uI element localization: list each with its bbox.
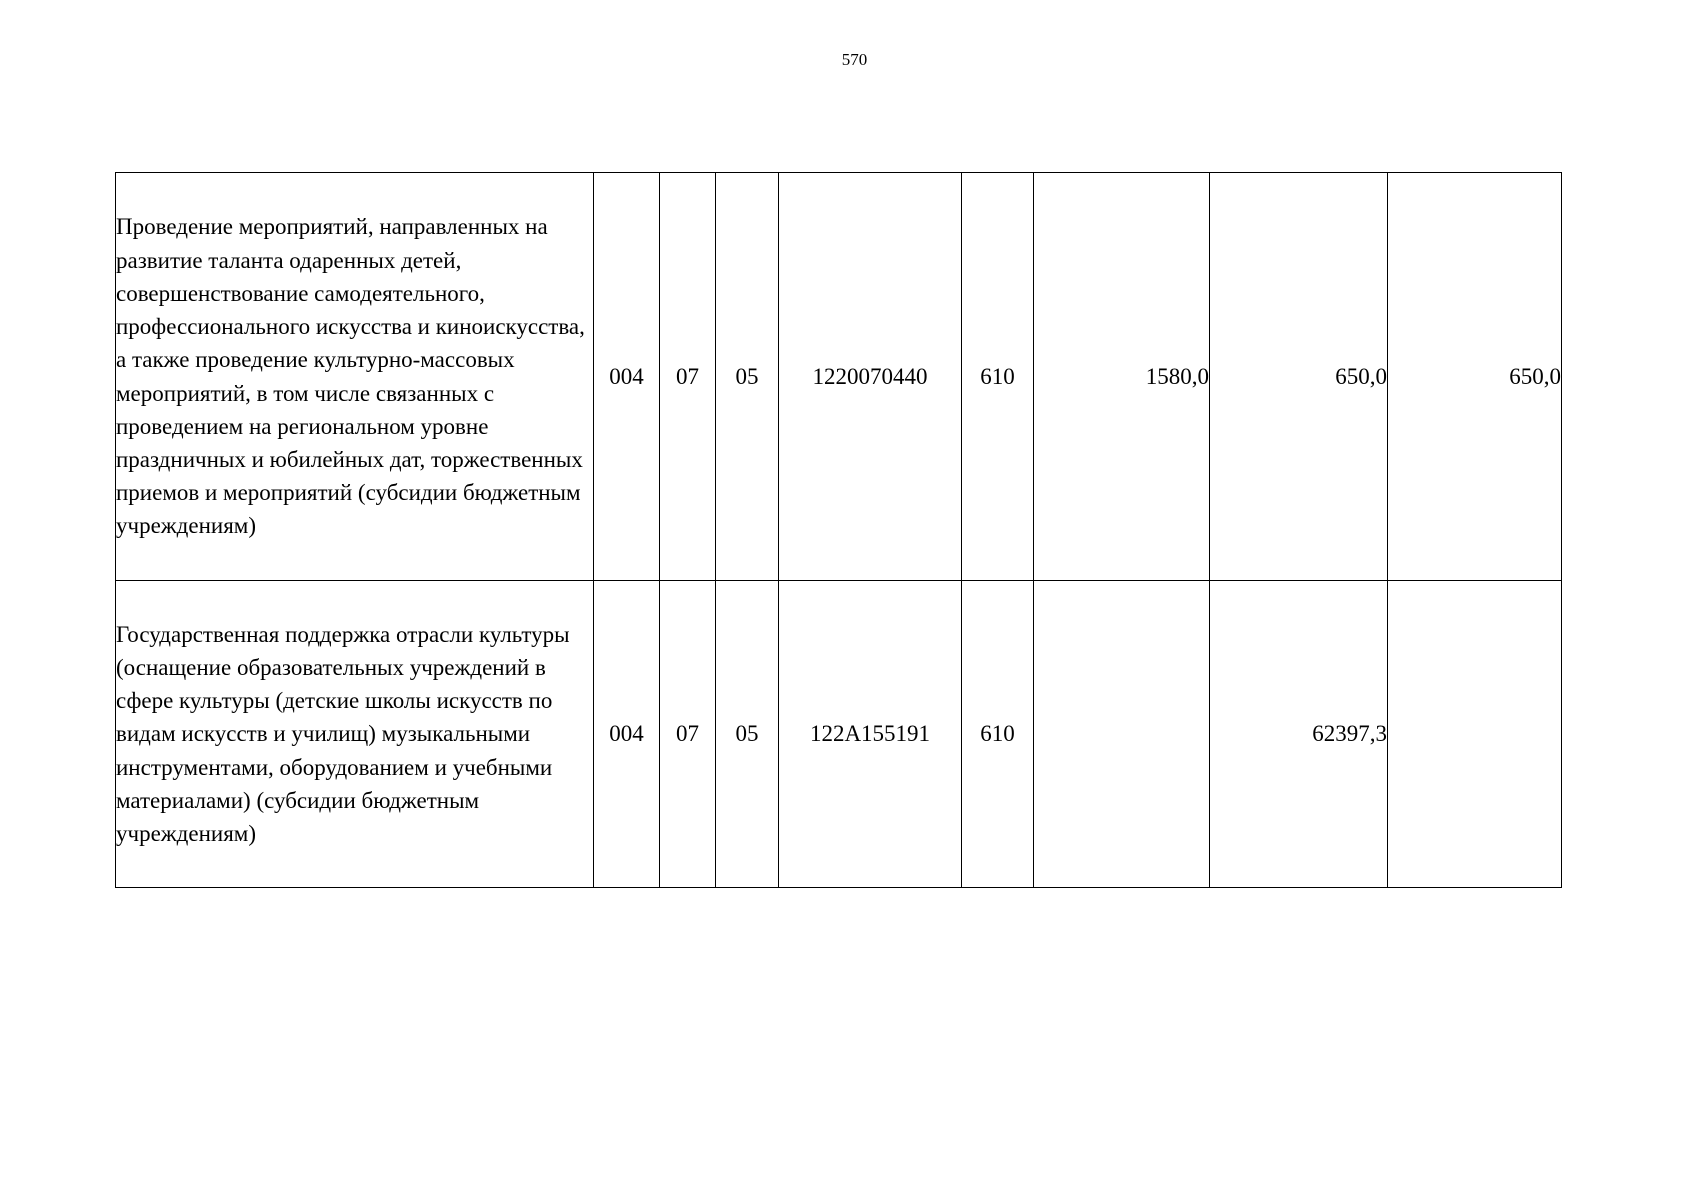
amount-3-cell: [1388, 581, 1562, 888]
amount-2-cell: 62397,3: [1210, 581, 1388, 888]
table-row: [116, 173, 1562, 581]
subsection-code-cell: 05: [716, 581, 779, 888]
target-article-cell: 1220070440: [779, 173, 962, 581]
page-number: 570: [841, 50, 868, 69]
expense-type-cell: 610: [962, 581, 1034, 888]
amount-1-cell: 1580,0: [1034, 173, 1210, 581]
amount-1-cell: [1034, 581, 1210, 888]
target-article-cell: 122A155191: [779, 581, 962, 888]
subsection-code-cell: 05: [716, 173, 779, 581]
ministry-code-cell: 004: [594, 581, 660, 888]
row-description: Государственная поддержка отрасли культуры (оснащение образовательных учреждений в сфере культуры (детские школы искусств по видам искусств и училищ) музыкальными инструментами, оборудованием и учебными материалами) (субсидии бюджетным учреждениям): [116, 581, 594, 888]
table-row: [116, 581, 1562, 888]
amount-3-cell: 650,0: [1388, 173, 1562, 581]
section-code-cell: 07: [660, 581, 716, 888]
ministry-code-cell: 004: [594, 173, 660, 581]
amount-2-cell: 650,0: [1210, 173, 1388, 581]
budget-table: [115, 172, 1562, 888]
expense-type-cell: 610: [962, 173, 1034, 581]
section-code-cell: 07: [660, 173, 716, 581]
row-description: Проведение мероприятий, направленных на развитие таланта одаренных детей, совершенствование самодеятельного, профессионального искусства и киноискусства, а также проведение культурно-массовых мероприятий, в том числе связанных с проведением на региональном уровне праздничных и юбилейных дат, торжественных приемов и мероприятий (субсидии бюджетным учреждениям): [116, 173, 594, 581]
